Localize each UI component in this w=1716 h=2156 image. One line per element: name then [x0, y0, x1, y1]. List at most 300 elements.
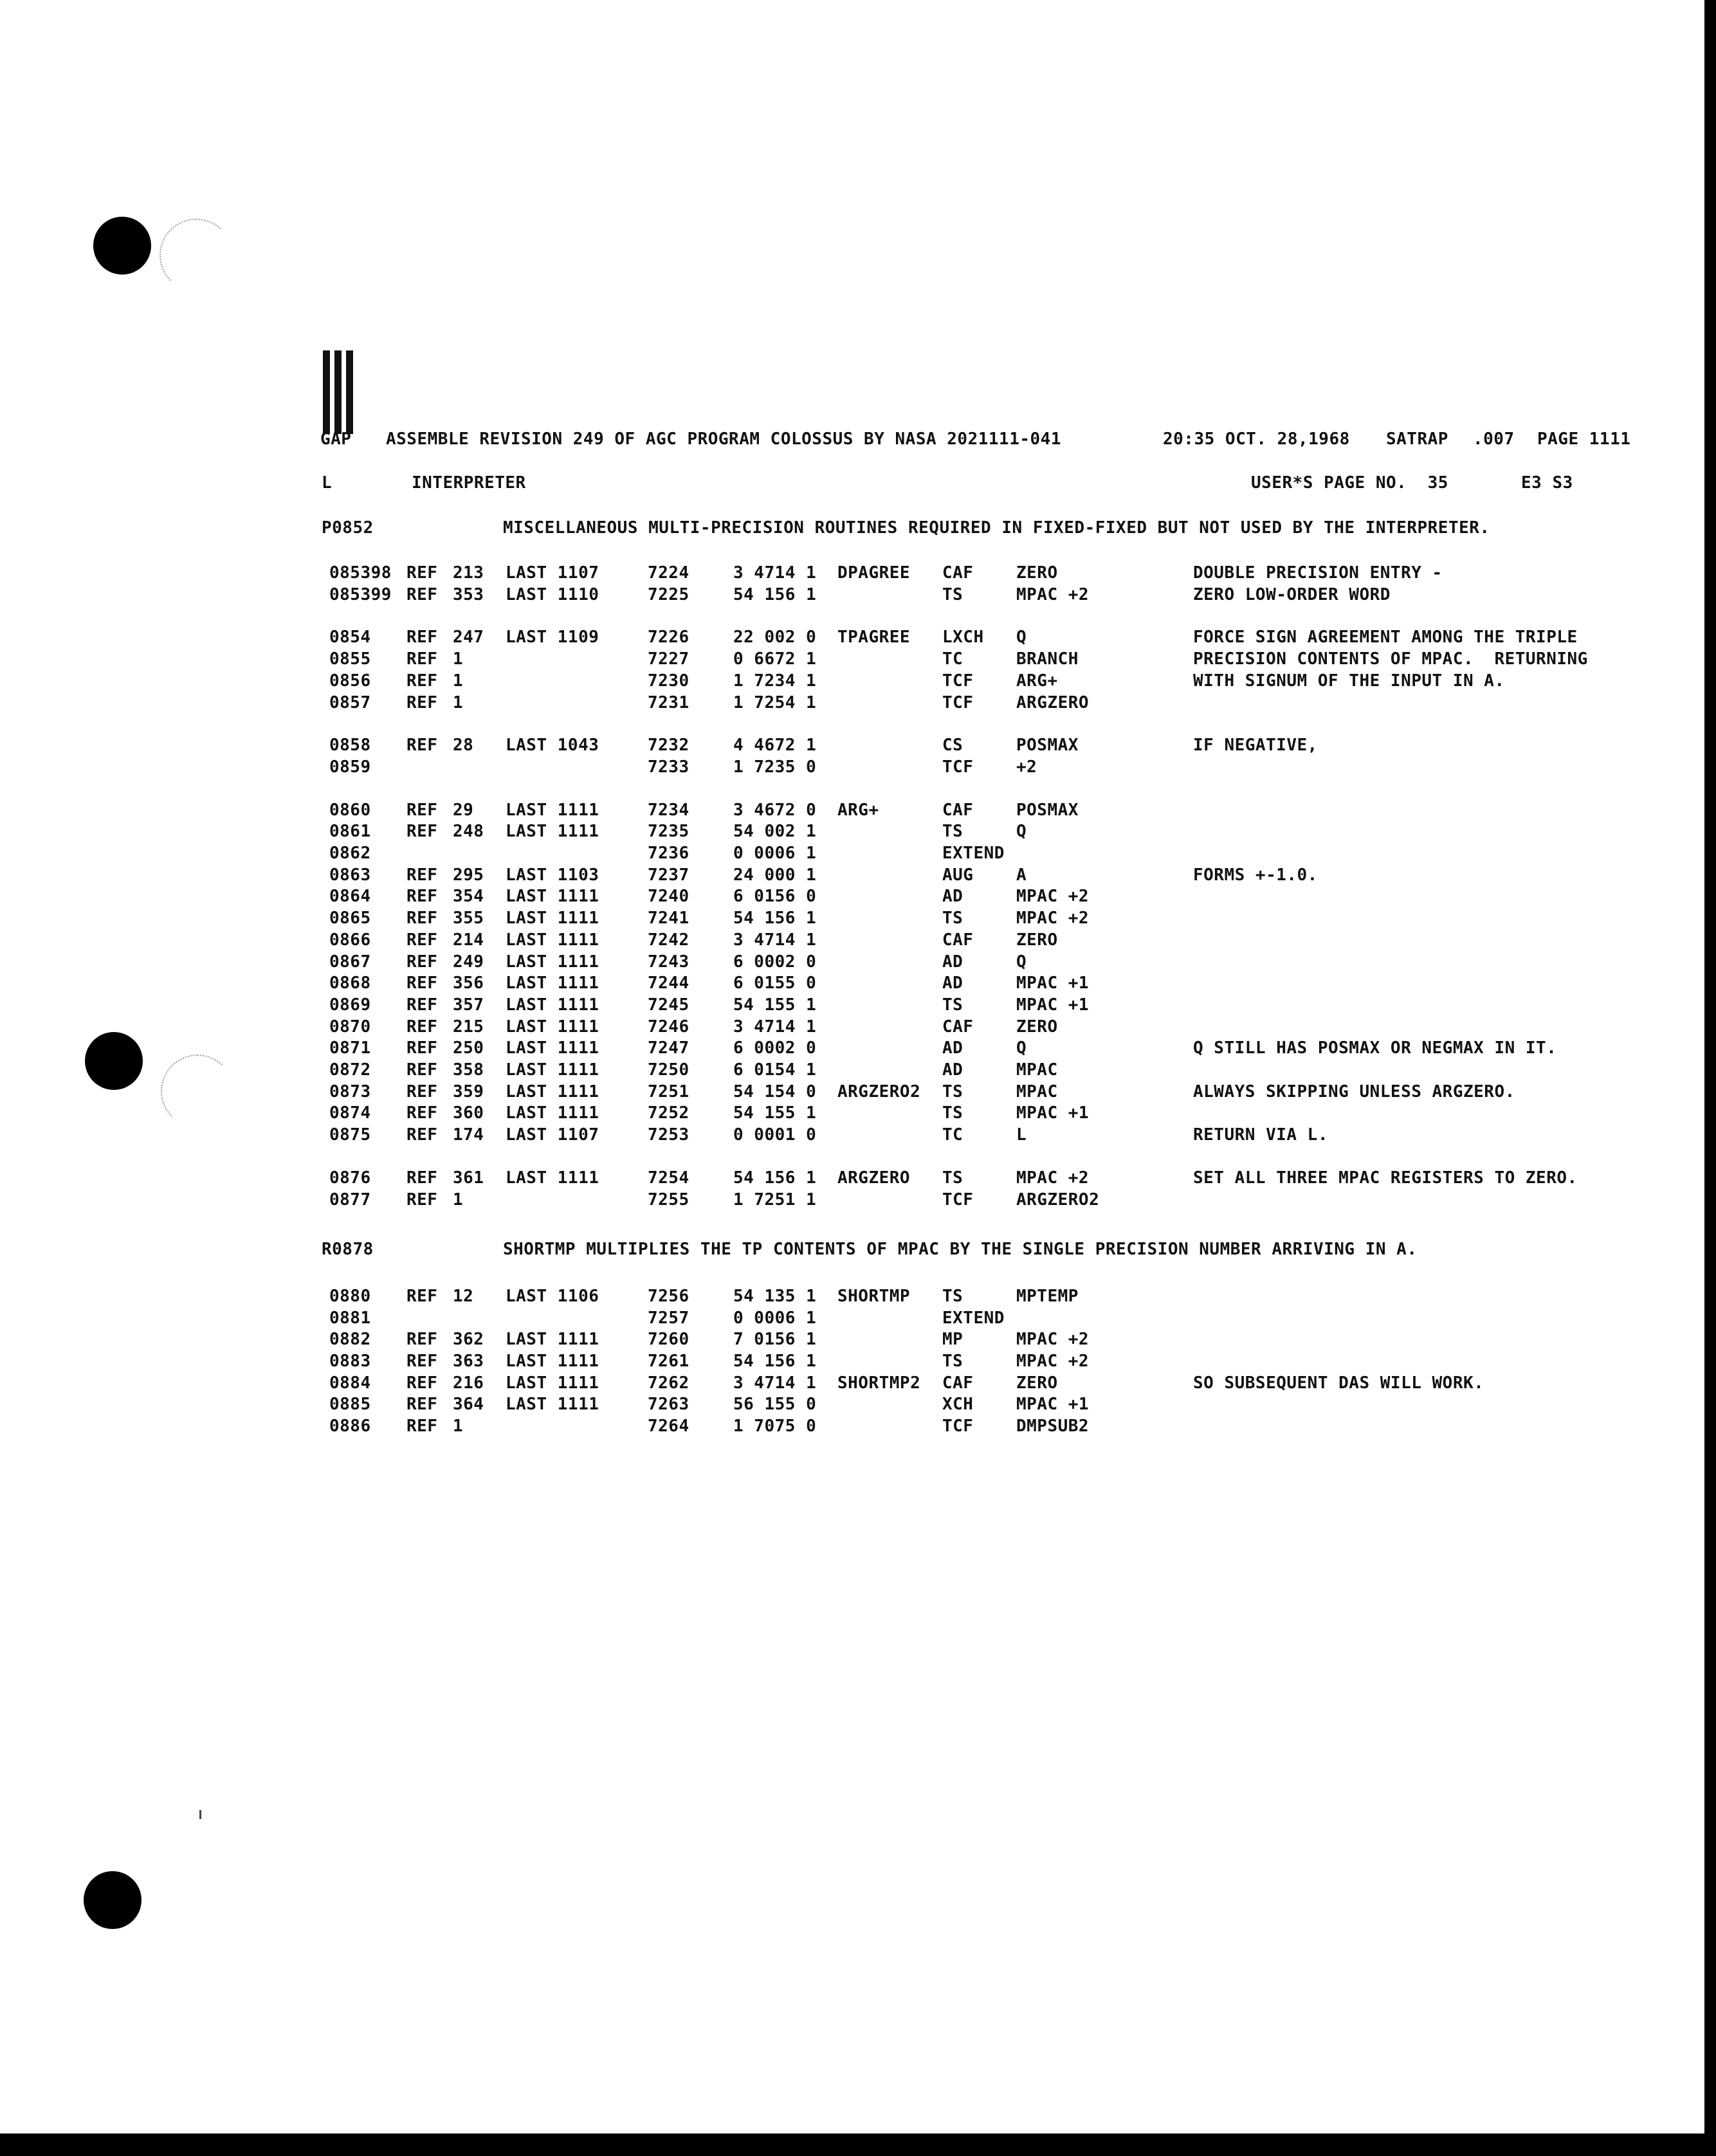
- cell-addr: 7232: [648, 736, 689, 755]
- listing-row: [0, 1038, 1704, 1060]
- cell-op: AD: [942, 887, 963, 906]
- cell-label: SHORTMP: [837, 1287, 911, 1306]
- header-timestamp: 20:35 OCT. 28,1968: [1163, 430, 1350, 449]
- listing-row: [0, 1190, 1704, 1212]
- cell-op: TS: [942, 1352, 963, 1371]
- subheader-page-code: E3 S3: [1521, 473, 1573, 493]
- cell-code: 56 155 0: [733, 1395, 817, 1414]
- cell-comment: WITH SIGNUM OF THE INPUT IN A.: [1193, 671, 1505, 691]
- listing-row: [0, 628, 1704, 649]
- cell-count: 363: [453, 1352, 484, 1371]
- cell-op: TS: [942, 1103, 963, 1123]
- cell-addr: 7226: [648, 628, 689, 647]
- listing-row: [0, 1417, 1704, 1438]
- cell-comment: ALWAYS SKIPPING UNLESS ARGZERO.: [1193, 1082, 1515, 1101]
- cell-addr: 7243: [648, 952, 689, 972]
- listing-row: [0, 952, 1704, 974]
- cell-arg: MPAC +2: [1016, 887, 1090, 906]
- cell-last: LAST 1043: [506, 736, 599, 755]
- cell-code: 3 4714 1: [733, 1017, 817, 1037]
- cell-op: TS: [942, 1082, 963, 1101]
- cell-ref: REF: [406, 1125, 438, 1145]
- cell-arg: ZERO: [1016, 1373, 1058, 1393]
- cell-addr: 7235: [648, 822, 689, 841]
- header-prefix: GAP: [320, 430, 352, 449]
- cell-count: 213: [453, 563, 484, 583]
- cell-last: LAST 1111: [506, 1373, 599, 1393]
- section-id: P0852: [322, 518, 374, 538]
- cell-arg: A: [1016, 865, 1027, 885]
- cell-comment: RETURN VIA L.: [1193, 1125, 1328, 1145]
- cell-ref: REF: [406, 1103, 438, 1123]
- listing-row: [0, 1373, 1704, 1395]
- cell-count: 247: [453, 628, 484, 647]
- cell-line: 0869: [329, 995, 371, 1015]
- cell-addr: 7256: [648, 1287, 689, 1306]
- cell-op: AD: [942, 1038, 963, 1058]
- cell-ref: REF: [406, 887, 438, 906]
- cell-addr: 7253: [648, 1125, 689, 1145]
- cell-addr: 7231: [648, 693, 689, 712]
- cell-addr: 7244: [648, 974, 689, 993]
- cell-op: TCF: [942, 1417, 974, 1436]
- listing-row: [0, 844, 1704, 865]
- cell-code: 3 4672 0: [733, 801, 817, 820]
- punch-hole-top: [93, 217, 151, 275]
- cell-line: 0854: [329, 628, 371, 647]
- listing-row: [0, 1017, 1704, 1039]
- cell-op: TCF: [942, 1190, 974, 1209]
- cell-line: 0884: [329, 1373, 371, 1393]
- cell-op: LXCH: [942, 628, 984, 647]
- cell-arg: MPAC +2: [1016, 1168, 1090, 1188]
- cell-comment: Q STILL HAS POSMAX OR NEGMAX IN IT.: [1193, 1038, 1557, 1058]
- cell-last: LAST 1111: [506, 930, 599, 950]
- cell-arg: MPAC +2: [1016, 1330, 1090, 1349]
- cell-op: CAF: [942, 930, 974, 950]
- cell-addr: 7224: [648, 563, 689, 583]
- cell-addr: 7260: [648, 1330, 689, 1349]
- cell-arg: Q: [1016, 1038, 1027, 1058]
- cell-code: 54 155 1: [733, 1103, 817, 1123]
- cell-ref: REF: [406, 865, 438, 885]
- cell-line: 0881: [329, 1309, 371, 1328]
- cell-code: 4 4672 1: [733, 736, 817, 755]
- cell-op: CAF: [942, 563, 974, 583]
- cell-code: 54 155 1: [733, 995, 817, 1015]
- cell-code: 54 156 1: [733, 1168, 817, 1188]
- cell-code: 3 4714 1: [733, 1373, 817, 1393]
- cell-code: 3 4714 1: [733, 930, 817, 950]
- listing-row: [0, 865, 1704, 887]
- cell-ref: REF: [406, 909, 438, 928]
- listing-row: [0, 822, 1704, 844]
- cell-comment: SO SUBSEQUENT DAS WILL WORK.: [1193, 1373, 1484, 1393]
- cell-label: SHORTMP2: [837, 1373, 921, 1393]
- cell-ref: REF: [406, 1287, 438, 1306]
- cell-last: LAST 1111: [506, 1038, 599, 1058]
- cell-line: 0861: [329, 822, 371, 841]
- cell-ref: REF: [406, 822, 438, 841]
- cell-last: LAST 1111: [506, 1103, 599, 1123]
- cell-line: 0872: [329, 1060, 371, 1080]
- cell-ref: REF: [406, 1190, 438, 1209]
- cell-line: 0866: [329, 930, 371, 950]
- listing-row: [0, 801, 1704, 822]
- cell-op: AD: [942, 952, 963, 972]
- punch-hole-ghost-top: [160, 219, 233, 292]
- cell-comment: IF NEGATIVE,: [1193, 736, 1318, 755]
- cell-line: 0875: [329, 1125, 371, 1145]
- cell-count: 360: [453, 1103, 484, 1123]
- listing-row: [0, 1060, 1704, 1082]
- cell-addr: 7242: [648, 930, 689, 950]
- cell-arg: MPAC +2: [1016, 1352, 1090, 1371]
- cell-arg: MPAC +2: [1016, 585, 1090, 604]
- cell-comment: FORMS +-1.0.: [1193, 865, 1318, 885]
- cell-line: 0870: [329, 1017, 371, 1037]
- cell-count: 215: [453, 1017, 484, 1037]
- cell-op: AD: [942, 1060, 963, 1080]
- cell-count: 1: [453, 1190, 464, 1209]
- cell-count: 250: [453, 1038, 484, 1058]
- cell-code: 6 0002 0: [733, 952, 817, 972]
- cell-count: 12: [453, 1287, 474, 1306]
- cell-code: 3 4714 1: [733, 563, 817, 583]
- cell-last: LAST 1111: [506, 909, 599, 928]
- cell-line: 0876: [329, 1168, 371, 1188]
- cell-line: 0867: [329, 952, 371, 972]
- cell-comment: SET ALL THREE MPAC REGISTERS TO ZERO.: [1193, 1168, 1578, 1188]
- cell-last: LAST 1111: [506, 952, 599, 972]
- cell-line: 0863: [329, 865, 371, 885]
- cell-code: 0 0006 1: [733, 844, 817, 863]
- listing-row: [0, 995, 1704, 1017]
- cell-addr: 7225: [648, 585, 689, 604]
- listing-row: [0, 757, 1704, 779]
- cell-code: 0 6672 1: [733, 649, 817, 669]
- cell-last: LAST 1107: [506, 1125, 599, 1145]
- cell-ref: REF: [406, 974, 438, 993]
- cell-code: 0 0006 1: [733, 1309, 817, 1328]
- cell-code: 54 156 1: [733, 909, 817, 928]
- cell-count: 1: [453, 671, 464, 691]
- cell-arg: +2: [1016, 757, 1037, 777]
- cell-line: 0865: [329, 909, 371, 928]
- cell-last: LAST 1111: [506, 887, 599, 906]
- cell-count: 355: [453, 909, 484, 928]
- listing-row: [0, 1082, 1704, 1104]
- cell-addr: 7241: [648, 909, 689, 928]
- cell-op: XCH: [942, 1395, 974, 1414]
- cell-last: LAST 1111: [506, 1352, 599, 1371]
- cell-ref: REF: [406, 1330, 438, 1349]
- listing-row: [0, 585, 1704, 607]
- cell-addr: 7227: [648, 649, 689, 669]
- cell-count: 216: [453, 1373, 484, 1393]
- cell-count: 29: [453, 801, 474, 820]
- cell-op: CS: [942, 736, 963, 755]
- cell-line: 0874: [329, 1103, 371, 1123]
- cell-addr: 7264: [648, 1417, 689, 1436]
- cell-line: 085398: [329, 563, 392, 583]
- cell-addr: 7237: [648, 865, 689, 885]
- cell-label: DPAGREE: [837, 563, 911, 583]
- cell-op: AUG: [942, 865, 974, 885]
- cell-last: LAST 1111: [506, 822, 599, 841]
- cell-op: EXTEND: [942, 1309, 1005, 1328]
- cell-line: 0871: [329, 1038, 371, 1058]
- cell-ref: REF: [406, 1038, 438, 1058]
- cell-count: 358: [453, 1060, 484, 1080]
- cell-last: LAST 1111: [506, 1060, 599, 1080]
- cell-count: 364: [453, 1395, 484, 1414]
- cell-label: ARG+: [837, 801, 879, 820]
- cell-count: 362: [453, 1330, 484, 1349]
- cell-addr: 7263: [648, 1395, 689, 1414]
- cell-op: TCF: [942, 671, 974, 691]
- cell-addr: 7254: [648, 1168, 689, 1188]
- cell-arg: MPTEMP: [1016, 1287, 1079, 1306]
- cell-op: TC: [942, 1125, 963, 1145]
- cell-ref: REF: [406, 736, 438, 755]
- section-description: MISCELLANEOUS MULTI-PRECISION ROUTINES REQUIRED IN FIXED-FIXED BUT NOT USED BY THE INTERPRETER.: [503, 518, 1490, 538]
- cell-op: AD: [942, 974, 963, 993]
- cell-code: 54 156 1: [733, 585, 817, 604]
- listing-row: [0, 930, 1704, 952]
- cell-ref: REF: [406, 1082, 438, 1101]
- cell-count: 357: [453, 995, 484, 1015]
- cell-count: 248: [453, 822, 484, 841]
- cell-ref: REF: [406, 1373, 438, 1393]
- cell-last: LAST 1111: [506, 1082, 599, 1101]
- listing-row: [0, 1309, 1704, 1330]
- cell-addr: 7230: [648, 671, 689, 691]
- cell-line: 0883: [329, 1352, 371, 1371]
- cell-code: 22 002 0: [733, 628, 817, 647]
- cell-comment: DOUBLE PRECISION ENTRY -: [1193, 563, 1443, 583]
- cell-addr: 7233: [648, 757, 689, 777]
- cell-last: LAST 1110: [506, 585, 599, 604]
- cell-arg: ARGZERO: [1016, 693, 1090, 712]
- listing-row: [0, 693, 1704, 715]
- listing-row: [0, 671, 1704, 693]
- listing-row: [0, 1352, 1704, 1373]
- speck: [199, 1810, 201, 1819]
- cell-code: 54 154 0: [733, 1082, 817, 1101]
- cell-op: MP: [942, 1330, 963, 1349]
- cell-line: 0877: [329, 1190, 371, 1209]
- cell-last: LAST 1111: [506, 1168, 599, 1188]
- cell-last: LAST 1111: [506, 974, 599, 993]
- cell-addr: 7255: [648, 1190, 689, 1209]
- cell-arg: ZERO: [1016, 930, 1058, 950]
- section-id: R0878: [322, 1240, 374, 1259]
- cell-code: 54 002 1: [733, 822, 817, 841]
- cell-addr: 7246: [648, 1017, 689, 1037]
- cell-line: 0855: [329, 649, 371, 669]
- cell-line: 0856: [329, 671, 371, 691]
- cell-ref: REF: [406, 585, 438, 604]
- cell-line: 0864: [329, 887, 371, 906]
- cell-label: TPAGREE: [837, 628, 911, 647]
- cell-arg: ZERO: [1016, 563, 1058, 583]
- cell-arg: L: [1016, 1125, 1027, 1145]
- cell-last: LAST 1103: [506, 865, 599, 885]
- punch-hole-bottom: [84, 1871, 141, 1929]
- cell-last: LAST 1111: [506, 1017, 599, 1037]
- cell-addr: 7261: [648, 1352, 689, 1371]
- cell-ref: REF: [406, 1417, 438, 1436]
- cell-comment: PRECISION CONTENTS OF MPAC. RETURNING: [1193, 649, 1588, 669]
- listing-row: [0, 974, 1704, 995]
- listing-row: [0, 1168, 1704, 1190]
- cell-code: 0 0001 0: [733, 1125, 817, 1145]
- cell-last: LAST 1111: [506, 1395, 599, 1414]
- cell-count: 214: [453, 930, 484, 950]
- cell-ref: REF: [406, 649, 438, 669]
- listing-row: [0, 909, 1704, 930]
- cell-ref: REF: [406, 563, 438, 583]
- listing-row: [0, 1395, 1704, 1417]
- cell-ref: REF: [406, 671, 438, 691]
- cell-ref: REF: [406, 693, 438, 712]
- cell-line: 0857: [329, 693, 371, 712]
- cell-ref: REF: [406, 1168, 438, 1188]
- cell-addr: 7240: [648, 887, 689, 906]
- cell-op: TS: [942, 1168, 963, 1188]
- listing-row: [0, 1103, 1704, 1125]
- cell-comment: FORCE SIGN AGREEMENT AMONG THE TRIPLE: [1193, 628, 1578, 647]
- cell-arg: MPAC: [1016, 1082, 1058, 1101]
- cell-op: CAF: [942, 801, 974, 820]
- header-page-label: PAGE 1111: [1537, 430, 1631, 449]
- cell-addr: 7257: [648, 1309, 689, 1328]
- cell-last: LAST 1109: [506, 628, 599, 647]
- cell-arg: MPAC: [1016, 1060, 1058, 1080]
- cell-count: 249: [453, 952, 484, 972]
- cell-arg: ARGZERO2: [1016, 1190, 1100, 1209]
- cell-addr: 7245: [648, 995, 689, 1015]
- cell-count: 353: [453, 585, 484, 604]
- subheader-left: L: [322, 473, 333, 493]
- cell-line: 0886: [329, 1417, 371, 1436]
- cell-ref: REF: [406, 1395, 438, 1414]
- cell-op: TCF: [942, 693, 974, 712]
- cell-arg: POSMAX: [1016, 736, 1079, 755]
- cell-line: 0858: [329, 736, 371, 755]
- cell-count: 359: [453, 1082, 484, 1101]
- cell-count: 361: [453, 1168, 484, 1188]
- listing-row: [0, 1330, 1704, 1352]
- cell-last: LAST 1111: [506, 1330, 599, 1349]
- cell-arg: POSMAX: [1016, 801, 1079, 820]
- registration-mark-icon: [322, 350, 360, 434]
- cell-arg: Q: [1016, 628, 1027, 647]
- cell-arg: ZERO: [1016, 1017, 1058, 1037]
- header-version: .007: [1473, 430, 1515, 449]
- cell-count: 354: [453, 887, 484, 906]
- cell-arg: ARG+: [1016, 671, 1058, 691]
- cell-code: 1 7234 1: [733, 671, 817, 691]
- section-description: SHORTMP MULTIPLIES THE TP CONTENTS OF MPAC BY THE SINGLE PRECISION NUMBER ARRIVING IN A.: [503, 1240, 1418, 1259]
- cell-op: TC: [942, 649, 963, 669]
- cell-code: 7 0156 1: [733, 1330, 817, 1349]
- cell-code: 1 7075 0: [733, 1417, 817, 1436]
- cell-op: CAF: [942, 1373, 974, 1393]
- cell-code: 54 135 1: [733, 1287, 817, 1306]
- cell-ref: REF: [406, 1060, 438, 1080]
- cell-code: 6 0154 1: [733, 1060, 817, 1080]
- cell-arg: MPAC +1: [1016, 995, 1090, 1015]
- cell-last: LAST 1111: [506, 995, 599, 1015]
- cell-count: 28: [453, 736, 474, 755]
- cell-arg: MPAC +1: [1016, 974, 1090, 993]
- cell-addr: 7250: [648, 1060, 689, 1080]
- header-assembler: SATRAP: [1386, 430, 1448, 449]
- cell-line: 085399: [329, 585, 392, 604]
- listing-row: [0, 736, 1704, 757]
- subheader-user-page: USER*S PAGE NO. 35: [1251, 473, 1448, 493]
- cell-count: 295: [453, 865, 484, 885]
- cell-label: ARGZERO2: [837, 1082, 921, 1101]
- cell-code: 1 7235 0: [733, 757, 817, 777]
- cell-line: 0860: [329, 801, 371, 820]
- cell-addr: 7234: [648, 801, 689, 820]
- cell-code: 6 0155 0: [733, 974, 817, 993]
- cell-arg: MPAC +2: [1016, 909, 1090, 928]
- cell-arg: DMPSUB2: [1016, 1417, 1090, 1436]
- cell-line: 0882: [329, 1330, 371, 1349]
- cell-code: 1 7254 1: [733, 693, 817, 712]
- cell-arg: MPAC +1: [1016, 1395, 1090, 1414]
- cell-label: ARGZERO: [837, 1168, 911, 1188]
- cell-ref: REF: [406, 930, 438, 950]
- subheader-title: INTERPRETER: [412, 473, 526, 493]
- cell-arg: Q: [1016, 822, 1027, 841]
- listing-row: [0, 887, 1704, 909]
- listing-row: [0, 1287, 1704, 1309]
- cell-count: 1: [453, 693, 464, 712]
- cell-comment: ZERO LOW-ORDER WORD: [1193, 585, 1391, 604]
- cell-op: TS: [942, 1287, 963, 1306]
- cell-line: 0885: [329, 1395, 371, 1414]
- cell-code: 6 0156 0: [733, 887, 817, 906]
- cell-count: 174: [453, 1125, 484, 1145]
- listing-row: [0, 649, 1704, 671]
- cell-ref: REF: [406, 1017, 438, 1037]
- listing-row: [0, 1125, 1704, 1147]
- cell-ref: REF: [406, 1352, 438, 1371]
- cell-addr: 7251: [648, 1082, 689, 1101]
- cell-count: 1: [453, 1417, 464, 1436]
- cell-code: 54 156 1: [733, 1352, 817, 1371]
- cell-ref: REF: [406, 801, 438, 820]
- cell-line: 0868: [329, 974, 371, 993]
- cell-op: TS: [942, 909, 963, 928]
- cell-code: 24 000 1: [733, 865, 817, 885]
- cell-addr: 7247: [648, 1038, 689, 1058]
- cell-last: LAST 1107: [506, 563, 599, 583]
- listing-row: [0, 563, 1704, 585]
- cell-code: 1 7251 1: [733, 1190, 817, 1209]
- header-title: ASSEMBLE REVISION 249 OF AGC PROGRAM COLOSSUS BY NASA 2021111-041: [386, 430, 1061, 449]
- cell-last: LAST 1111: [506, 801, 599, 820]
- cell-ref: REF: [406, 628, 438, 647]
- cell-code: 6 0002 0: [733, 1038, 817, 1058]
- cell-line: 0859: [329, 757, 371, 777]
- cell-addr: 7252: [648, 1103, 689, 1123]
